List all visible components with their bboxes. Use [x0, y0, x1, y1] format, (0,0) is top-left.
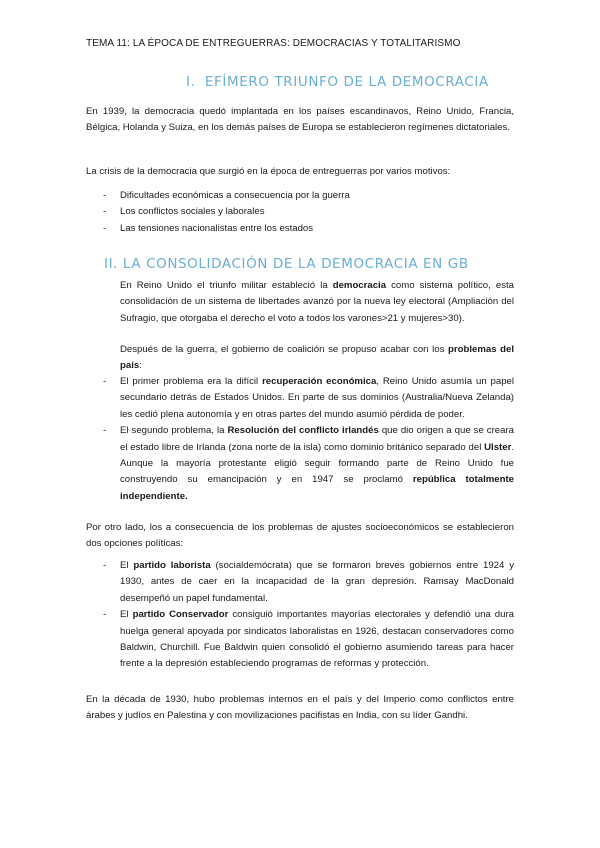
document-header: TEMA 11: LA ÉPOCA DE ENTREGUERRAS: DEMOCRACIAS Y TOTALITARISMO [86, 38, 461, 49]
section-2-title-text: LA CONSOLIDACIÓN DE LA DEMOCRACIA EN GB [122, 256, 469, 272]
section-2-number: II. [104, 256, 119, 272]
gb-paragraph-2: Después de la guerra, el gobierno de coalición se propuso acabar con los problemas del país: [120, 344, 515, 372]
bullet-dash: - [103, 190, 107, 201]
list-item: - El primer problema era la difícil recuperación económica, Reino Unido asumía un papel secundario detrás de Estados Unidos. En parte de sus dominios (Australia/Nueva Zelanda) les cedió plena autonomía y en otras partes del mundo asumió pérdida de poder. [103, 376, 514, 420]
gb-paragraph-1: En Reino Unido el triunfo militar estableció la democracia como sistema político, esta consolidación de un sistema de libertades avanzó por la nueva ley electoral (Ampliación del Sufragio, que otorgaba el derecho el voto a todos los varones>21 y mujeres>30). [120, 280, 514, 324]
bullet-dash: - [103, 425, 107, 437]
bullet-dash: - [103, 609, 107, 621]
gb-paragraph-4: En la década de 1930, hubo problemas internos en el país y del Imperio como conflictos entre árabes y judíos en Palestina y con movilizaciones pacifistas en India, con su líder Gandhi. [86, 694, 514, 722]
section-1-intro: En 1939, la democracia quedó implantada en los países escandinavos, Reino Unido, Francia, Bélgica, Holanda y Suiza, en los demás países de Europa se establecieron regímenes dictatoriales. [86, 106, 514, 134]
gb-paragraph-3: Por otro lado, los a consecuencia de los problemas de ajustes socioeconómicos se establecieron dos opciones políticas: [86, 522, 514, 550]
bullet-dash: - [103, 376, 107, 387]
list-item: - Dificultades económicas a consecuencia por la guerra [86, 188, 514, 204]
bullet-dash: - [103, 560, 107, 571]
list-item: - Los conflictos sociales y laborales [86, 204, 514, 220]
bullet-dash: - [103, 206, 107, 218]
section-2-title [104, 256, 469, 272]
crisis-list [86, 188, 514, 237]
section-1-title-text: EFÍMERO TRIUNFO DE LA DEMOCRACIA [204, 74, 489, 90]
list-item: - El segundo problema, la Resolución del conflicto irlandés que dio origen a que se creara el estado libre de Irlanda (zona norte de la isla) como dominio británico separado del Ulster. Aunque la mayoría protestante eligió seguir formando parte de Reino Unido fue construyendo su emancipación y en 1947 se proclamó república totalmente independiente. [103, 425, 514, 502]
bullet-dash: - [103, 222, 107, 234]
list-item: - Las tensiones nacionalistas entre los estados [86, 221, 514, 237]
political-options-list [86, 558, 514, 673]
crisis-intro: La crisis de la democracia que surgió en la época de entreguerras por varios motivos: [86, 166, 451, 177]
list-item: - El partido Conservador consiguió importantes mayorías electorales y defendió una dura huelga general apoyada por sindicatos laboralistas en 1926, destacan conservadores como Baldwin, Churchill. Fue Baldwin quien consolidó el gobierno asumiendo tareas para hacer frente a la depresión estableciendo programas de reformas y protección. [103, 609, 514, 670]
section-1-number: I. [186, 74, 196, 90]
list-item: - El partido laborista (socialdemócrata) que se formaron breves gobiernos entre 1924 y 1930, antes de caer en la incapacidad de la gran depresión. Ramsay MacDonald desempeñó un papel fundamental. [103, 560, 514, 604]
gb-problems-list [86, 374, 514, 505]
section-1-title [186, 74, 489, 90]
